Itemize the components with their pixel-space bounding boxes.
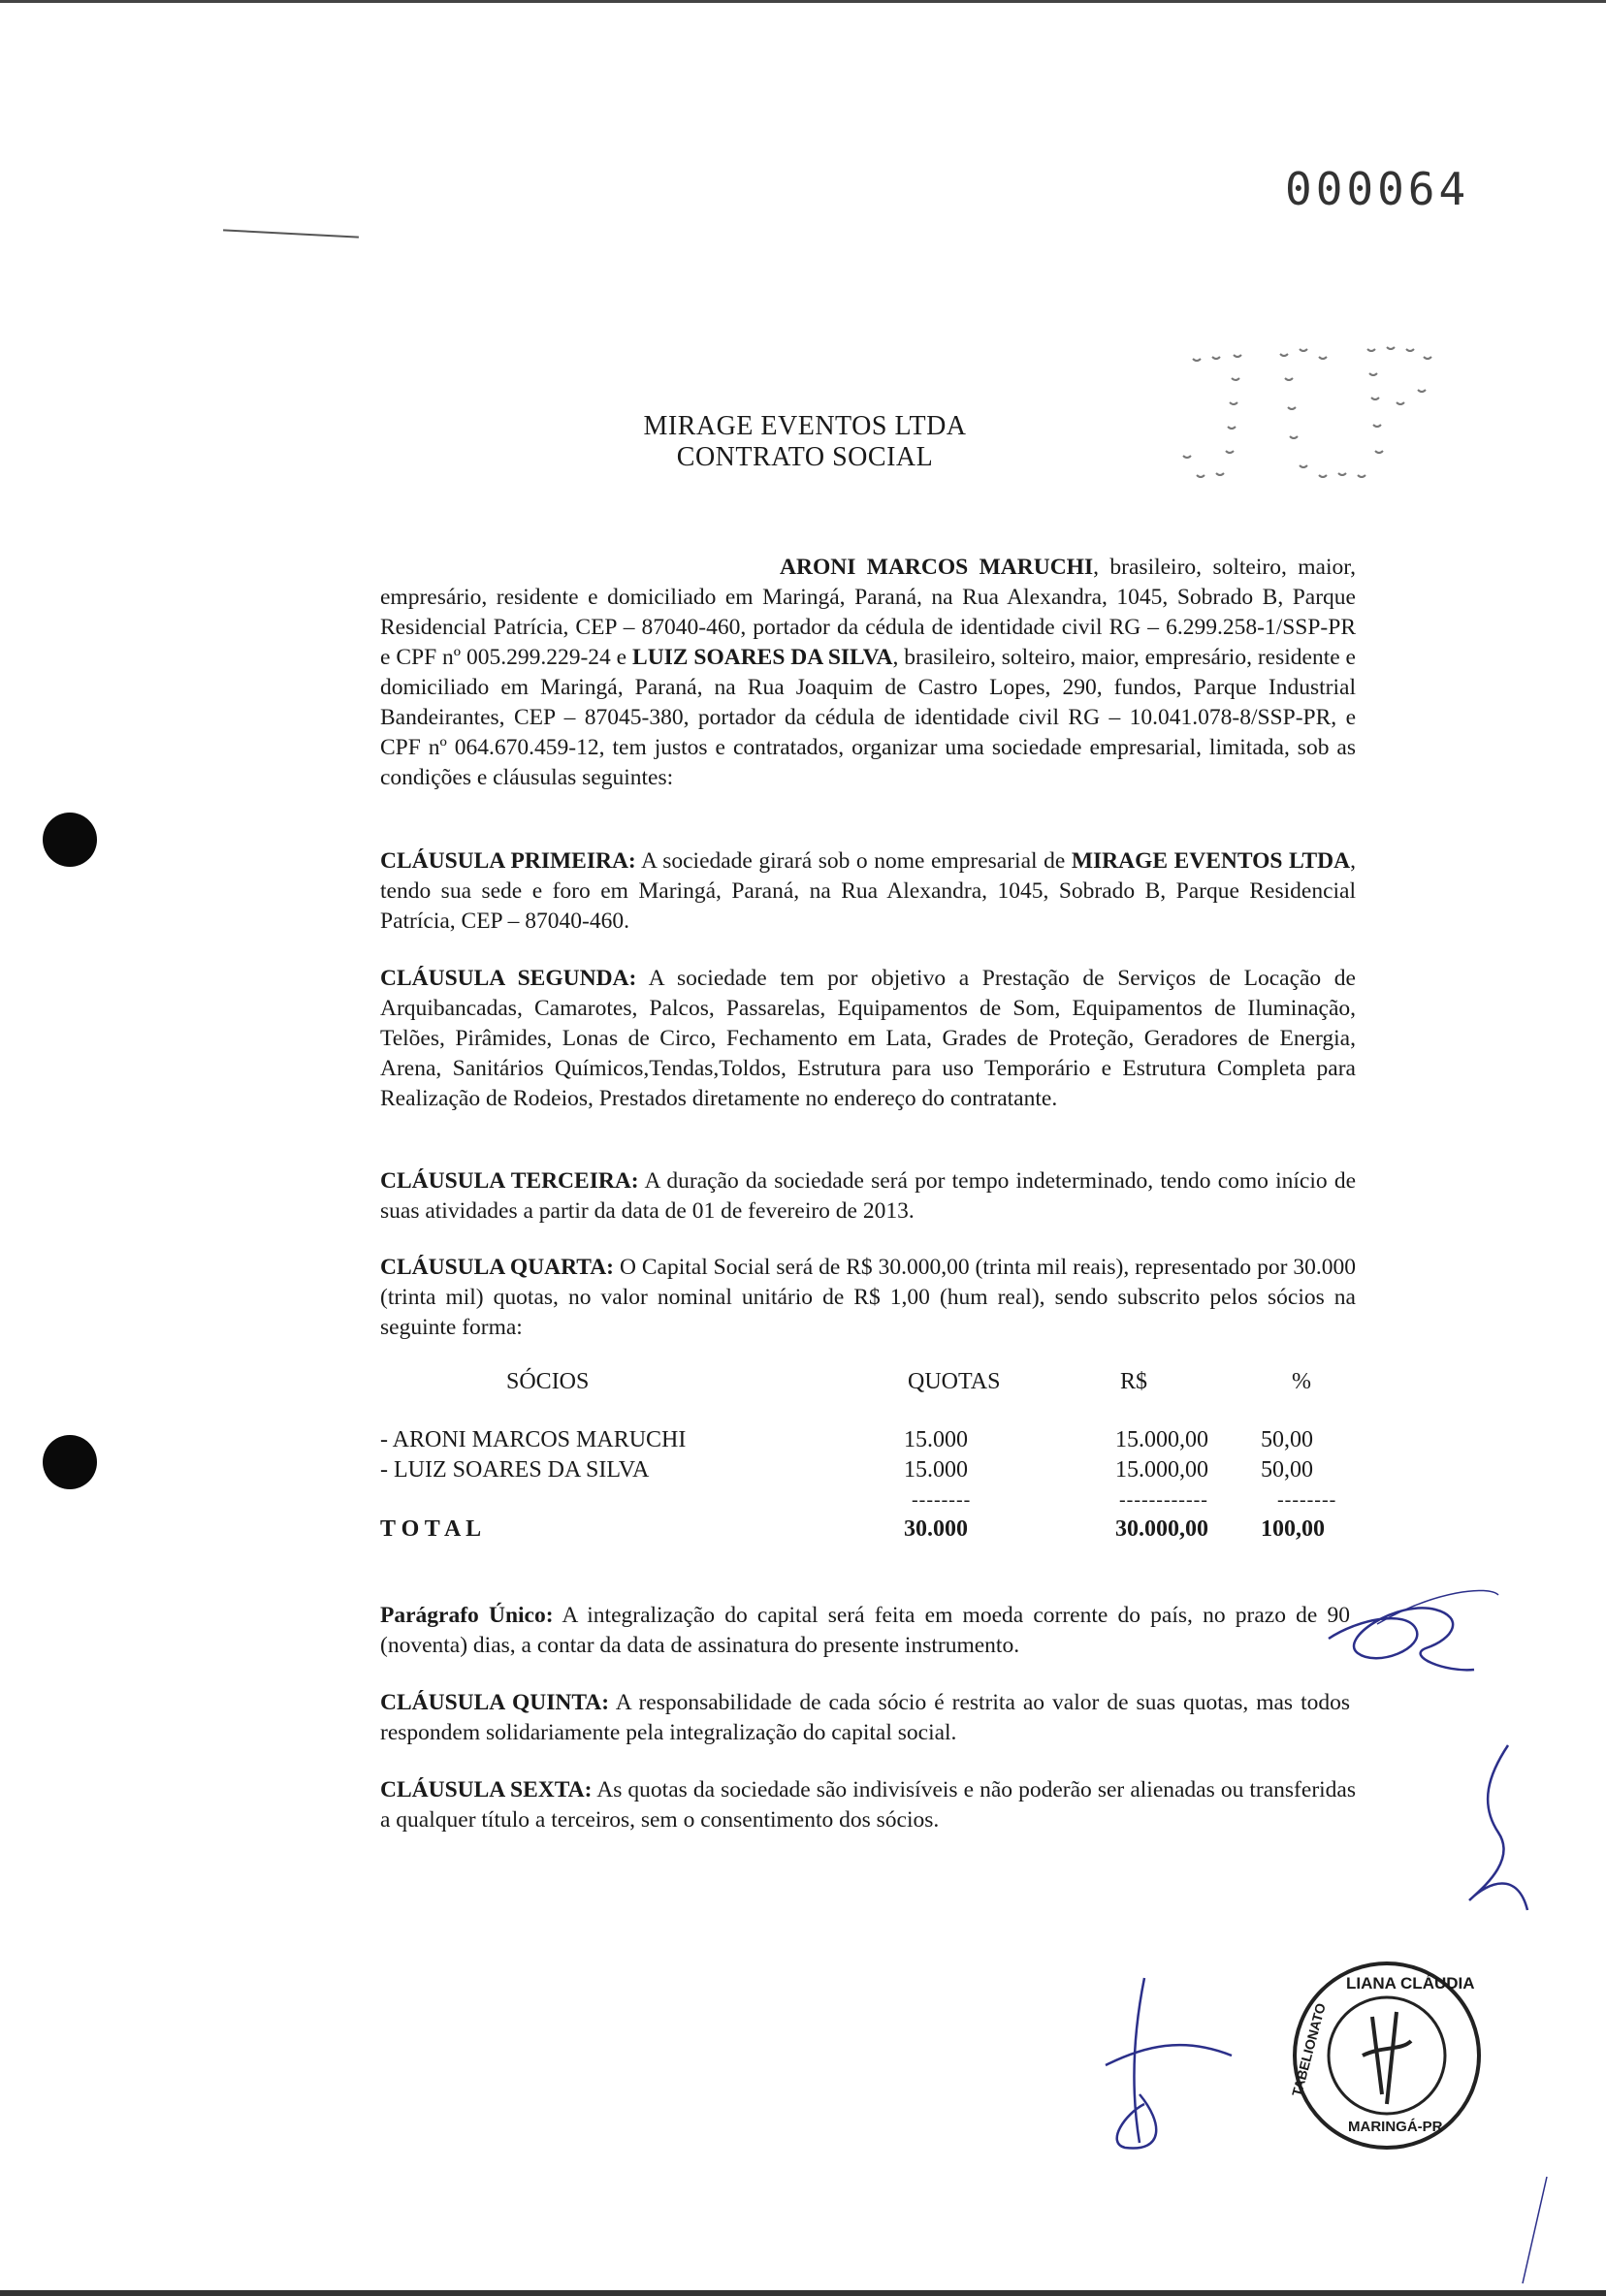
- right-margin-signature-icon: [1460, 1736, 1537, 1929]
- clausula-terceira: [380, 1166, 1356, 1227]
- row-quotas: 15.000: [904, 1457, 968, 1483]
- clausula-segunda-label: CLÁUSULA SEGUNDA:: [380, 966, 637, 991]
- header-quotas: QUOTAS: [908, 1369, 1001, 1394]
- clausula-quarta-text: O Capital Social será de R$ 30.000,00 (trinta mil reais), representado por 30.000 (trinta mil) quotas, no valor nominal unitário de R$ 1,00 (hum real), sendo subscrito pelos sócios na seguinte forma:: [380, 1255, 1356, 1340]
- clausula-segunda: [380, 964, 1356, 1114]
- seal-bottom-text: MARINGÁ-PR: [1348, 2119, 1443, 2135]
- document-type-title: CONTRATO SOCIAL: [676, 442, 934, 472]
- initials-signature-icon: [1319, 1580, 1503, 1706]
- clausula-primeira-company: MIRAGE EVENTOS LTDA: [1071, 848, 1351, 874]
- clausula-quinta-text: A responsabilidade de cada sócio é restrita ao valor de suas quotas, mas todos respondem solidariamente pela integralização do capital social.: [380, 1690, 1350, 1745]
- row-quotas: 15.000: [904, 1427, 968, 1452]
- top-edge-line: [0, 0, 1606, 3]
- row-percent: 50,00: [1261, 1457, 1313, 1483]
- perforation-stamp-icon: [1173, 330, 1464, 524]
- intro-text-1: , brasileiro, solteiro, maior, empresário, residente e domiciliado em Maringá, Paraná, na Rua Alexandra, 1045, Sobrado B, Parque Residencial Patrícia, CEP – 87040-460, portador da cédula de identidade civil RG – 6.299.258-1/SSP-PR e CPF nº 005.299.229-24 e: [380, 555, 1356, 670]
- margin-line-icon: [1513, 2172, 1552, 2288]
- clausula-quarta-label: CLÁUSULA QUARTA:: [380, 1255, 615, 1280]
- row-valor: 15.000,00: [1115, 1427, 1208, 1452]
- row-percent: 50,00: [1261, 1427, 1313, 1452]
- header-percent: %: [1292, 1369, 1311, 1394]
- separator-quotas: --------: [912, 1489, 972, 1511]
- clausula-sexta: [380, 1775, 1356, 1835]
- punch-hole-top: [43, 813, 97, 867]
- total-label: T O T A L: [380, 1516, 482, 1542]
- row-socio: - LUIZ SOARES DA SILVA: [380, 1457, 650, 1483]
- separator-percent: --------: [1277, 1489, 1337, 1511]
- clausula-terceira-text: A duração da sociedade será por tempo indeterminado, tendo como início de suas atividades a partir da data de 01 de fevereiro de 2013.: [380, 1168, 1356, 1224]
- clausula-primeira-text-a: A sociedade girará sob o nome empresarial de: [635, 848, 1072, 874]
- clausula-primeira: [380, 846, 1356, 937]
- total-quotas: 30.000: [904, 1516, 968, 1542]
- separator-valor: ------------: [1119, 1489, 1208, 1511]
- company-name-title: MIRAGE EVENTOS LTDA: [643, 411, 967, 441]
- clausula-sexta-label: CLÁUSULA SEXTA:: [380, 1777, 593, 1802]
- clausula-quarta: [380, 1253, 1356, 1343]
- seal-left-text: TABELIONATO: [1288, 2001, 1329, 2098]
- partner1-name: ARONI MARCOS MARUCHI: [780, 555, 1094, 580]
- paragrafo-unico-text: A integralização do capital será feita em moeda corrente do país, no prazo de 90 (noventa) dias, a contar da data de assinatura do presente instrumento.: [380, 1603, 1350, 1658]
- header-socios: SÓCIOS: [506, 1369, 590, 1394]
- paragrafo-unico: [380, 1601, 1350, 1661]
- header-mark: [223, 229, 359, 238]
- clausula-quinta-label: CLÁUSULA QUINTA:: [380, 1690, 610, 1715]
- clausula-terceira-label: CLÁUSULA TERCEIRA:: [380, 1168, 639, 1194]
- clausula-quinta: [380, 1688, 1350, 1748]
- row-socio: - ARONI MARCOS MARUCHI: [380, 1427, 687, 1452]
- paragrafo-unico-label: Parágrafo Único:: [380, 1603, 554, 1628]
- notary-seal: [1290, 1959, 1484, 2152]
- partner-signature-icon: [1086, 1968, 1280, 2162]
- clausula-primeira-label: CLÁUSULA PRIMEIRA:: [380, 848, 636, 874]
- clausula-segunda-text: A sociedade tem por objetivo a Prestação de Serviços de Locação de Arquibancadas, Camarotes, Palcos, Passarelas, Equipamentos de Som, Equipamentos de Iluminação, Telões, Pirâmides, Lonas de Circo, Fechamento em Lata, Grades de Proteção, Geradores de Energia, Arena, Sanitários Químicos,Tendas,Toldos, Estrutura para uso Temporário e Estrutura Completa para Realização de Rodeios, Prestados diretamente no endereço do contratante.: [380, 966, 1356, 1111]
- row-valor: 15.000,00: [1115, 1457, 1208, 1483]
- document-number: 000064: [1285, 163, 1470, 215]
- total-valor: 30.000,00: [1115, 1516, 1208, 1542]
- clausula-sexta-text: As quotas da sociedade são indivisíveis e não poderão ser alienadas ou transferidas a qualquer título a terceiros, sem o consentimento dos sócios.: [380, 1777, 1356, 1833]
- intro-paragraph: [380, 553, 1356, 793]
- partner2-name: LUIZ SOARES DA SILVA: [632, 645, 893, 670]
- intro-text-2: , brasileiro, solteiro, maior, empresário, residente e domiciliado em Maringá, Paraná, na Rua Joaquim de Castro Lopes, 290, fundos, Parque Industrial Bandeirantes, CEP – 87045-380, portador da cédula de identidade civil RG – 10.041.078-8/SSP-PR, e CPF nº 064.670.459-12, tem justos e contratados, organizar uma sociedade empresarial, limitada, sob as condições e cláusulas seguintes:: [380, 645, 1356, 790]
- total-percent: 100,00: [1261, 1516, 1325, 1542]
- seal-top-text: LIANA CLÁUDIA: [1346, 1974, 1475, 1993]
- clausula-primeira-text-b: , tendo sua sede e foro em Maringá, Paraná, na Rua Alexandra, 1045, Sobrado B, Parque Residencial Patrícia, CEP – 87040-460.: [380, 848, 1357, 934]
- bottom-edge-line: [0, 2290, 1606, 2296]
- header-valor: R$: [1120, 1369, 1148, 1394]
- punch-hole-bottom: [43, 1435, 97, 1489]
